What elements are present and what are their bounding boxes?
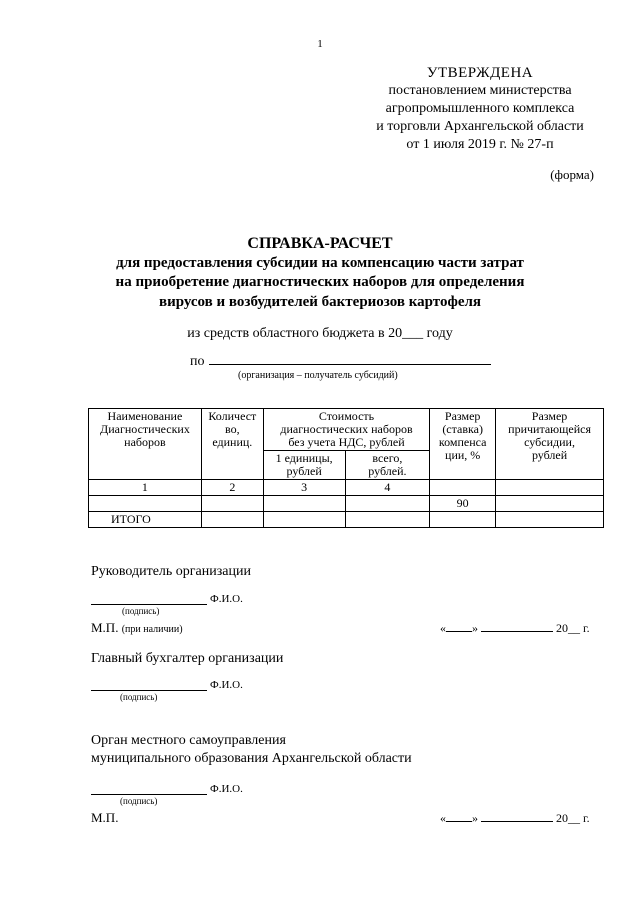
rate-value-cell: 90 — [430, 496, 496, 512]
approval-line: от 1 июля 2019 г. № 27-п — [406, 137, 554, 152]
organization-caption: (организация – получатель субсидий) — [238, 370, 398, 381]
approval-block — [360, 64, 600, 154]
government-label-line-2: муниципального образования Архангельской области — [91, 751, 412, 766]
approval-line: и торговли Архангельской области — [376, 119, 584, 134]
table-cell[interactable] — [430, 512, 496, 528]
header-quantity: Количест во, единиц. — [201, 409, 263, 480]
table-cell[interactable] — [345, 496, 430, 512]
table-total-row — [89, 512, 604, 528]
head-date[interactable]: « » 20__ г. — [440, 621, 590, 635]
table-data-row — [89, 496, 604, 512]
header-subsidy: Размер причитающейся субсидии, рублей — [496, 409, 604, 480]
total-label: ИТОГО — [89, 512, 202, 528]
head-fio: Ф.И.О. — [210, 593, 243, 605]
head-label: Руководитель организации — [91, 564, 251, 579]
po-label: по — [190, 354, 205, 369]
title-line: вирусов и возбудителей бактериозов картофеля — [158, 293, 482, 310]
calculation-table — [88, 408, 604, 528]
header-cost: Стоимость диагностических наборов без учета НДС, рублей — [263, 409, 429, 451]
header-cost-unit: 1 единицы, рублей — [263, 451, 345, 480]
head-stamp-place: М.П. (при наличии) — [91, 620, 183, 635]
government-sign-caption: (подпись) — [120, 796, 158, 806]
table-cell: 2 — [201, 480, 263, 496]
head-sign-caption: (подпись) — [122, 606, 160, 616]
table-cell: 3 — [263, 480, 345, 496]
organization-line — [190, 352, 491, 370]
government-label-line-1: Орган местного самоуправления — [91, 733, 286, 748]
table-cell[interactable] — [263, 496, 345, 512]
table-cell: 4 — [345, 480, 430, 496]
table-cell[interactable] — [201, 512, 263, 528]
government-stamp-place: М.П. — [91, 810, 119, 825]
header-name: Наименование Диагностических наборов — [89, 409, 202, 480]
table-cell — [496, 480, 604, 496]
header-rate: Размер (ставка) компенса ции, % — [430, 409, 496, 480]
table-cell: 1 — [89, 480, 202, 496]
organization-blank[interactable] — [209, 352, 491, 365]
table-cell[interactable] — [496, 512, 604, 528]
approval-line: постановлением министерства — [388, 83, 572, 98]
table-cell[interactable] — [201, 496, 263, 512]
approval-heading: УТВЕРЖДЕНА — [426, 65, 534, 81]
header-cost-total: всего, рублей. — [345, 451, 430, 480]
head-signature-line[interactable] — [91, 604, 207, 605]
accountant-signature-line[interactable] — [91, 690, 207, 691]
title-line: на приобретение диагностических наборов для определения — [115, 274, 525, 290]
table-column-numbers-row — [89, 480, 604, 496]
title-main: СПРАВКА-РАСЧЕТ — [247, 235, 393, 252]
document-title — [0, 234, 640, 312]
government-fio: Ф.И.О. — [210, 783, 243, 795]
table-cell[interactable] — [345, 512, 430, 528]
budget-line: из средств областного бюджета в 20___ году — [187, 326, 453, 341]
table-cell[interactable] — [89, 496, 202, 512]
table-cell[interactable] — [263, 512, 345, 528]
accountant-sign-caption: (подпись) — [120, 692, 158, 702]
approval-line: агропромышленного комплекса — [385, 101, 575, 116]
table-cell[interactable] — [496, 496, 604, 512]
table-header-row — [89, 409, 604, 451]
accountant-fio: Ф.И.О. — [210, 679, 243, 691]
title-line: для предоставления субсидии на компенсацию части затрат — [116, 254, 524, 271]
form-note: (форма) — [550, 167, 594, 182]
accountant-label: Главный бухгалтер организации — [91, 651, 284, 666]
government-date[interactable]: « » 20__ г. — [440, 811, 590, 825]
table-cell — [430, 480, 496, 496]
government-signature-line[interactable] — [91, 794, 207, 795]
page-number: 1 — [317, 38, 323, 50]
